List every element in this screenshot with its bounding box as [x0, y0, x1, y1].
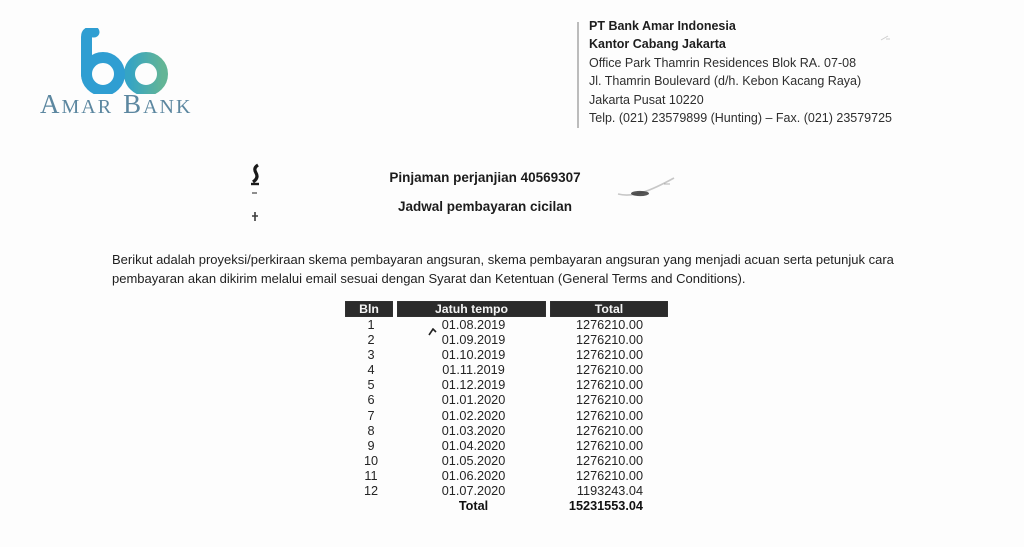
cell-bln: 9	[367, 438, 375, 453]
cell-due-date: 01.10.2019	[441, 348, 506, 363]
table-row	[345, 348, 668, 363]
installment-schedule-table	[345, 301, 668, 514]
header-total: Total	[550, 301, 668, 317]
table-total-row	[345, 499, 668, 514]
cell-total: 1276210.00	[575, 453, 643, 468]
cell-bln: 11	[364, 468, 378, 483]
total-value: 15231553.04	[568, 499, 643, 514]
cell-total: 1276210.00	[575, 318, 643, 332]
cell-total: 1276210.00	[575, 333, 643, 348]
cell-total: 1276210.00	[575, 348, 643, 363]
branch-name: Kantor Cabang Jakarta	[589, 37, 726, 52]
cell-bln: 5	[367, 378, 375, 393]
table-row	[345, 439, 668, 454]
cell-total: 1276210.00	[575, 408, 643, 423]
cell-due-date: 01.09.2019	[441, 333, 506, 348]
cell-due-date: 01.03.2020	[441, 423, 506, 438]
intro-line-2: pembayaran akan dikirim melalui email sesuai dengan Syarat dan Ketentuan (General Terms and Conditions).	[112, 270, 746, 286]
table-row	[345, 378, 668, 393]
cell-due-date: 01.06.2020	[441, 468, 506, 483]
cell-due-date: 01.11.2019	[442, 363, 505, 378]
table-row	[345, 393, 668, 408]
table-row	[345, 454, 668, 469]
wordmark-initial: B	[123, 89, 144, 119]
cell-total: 1276210.00	[575, 393, 643, 408]
cell-total: 1276210.00	[575, 378, 643, 393]
cell-due-date: 01.05.2020	[441, 453, 506, 468]
caret-scan-artifact	[428, 328, 438, 336]
cell-total: 1276210.00	[575, 438, 643, 453]
table-row	[345, 363, 668, 378]
header-jatuh-tempo: Jatuh tempo	[397, 301, 546, 317]
letterhead-divider	[577, 22, 579, 128]
cell-due-date: 01.04.2020	[441, 438, 506, 453]
cell-bln: 1	[367, 318, 375, 332]
table-row	[345, 469, 668, 484]
phone-fax-line: Telp. (021) 23579899 (Hunting) – Fax. (021) 23579725	[589, 111, 892, 126]
header-bln: Bln	[345, 301, 393, 317]
bo-infinity-icon	[70, 28, 174, 94]
schedule-title: Jadwal pembayaran cicilan	[397, 199, 573, 214]
cell-total: 1276210.00	[575, 363, 643, 378]
table-header-row	[345, 301, 668, 317]
cell-due-date: 01.07.2020	[441, 484, 506, 499]
table-row	[345, 333, 668, 348]
cell-bln: 7	[367, 408, 375, 423]
cell-due-date: 01.01.2020	[441, 393, 506, 408]
address-line: Office Park Thamrin Residences Blok RA. 07-08	[589, 55, 857, 70]
cell-bln: 10	[363, 453, 379, 468]
cell-bln: 3	[367, 348, 375, 363]
company-name: PT Bank Amar Indonesia	[589, 19, 736, 33]
cell-due-date: 01.08.2019	[441, 318, 506, 332]
cell-bln: 4	[367, 363, 375, 378]
letterhead-address	[589, 17, 949, 127]
address-line: Jakarta Pusat 10220	[589, 92, 704, 107]
loan-agreement-title: Pinjaman perjanjian 40569307	[389, 170, 581, 185]
cell-bln: 2	[367, 333, 375, 348]
table-row	[345, 318, 668, 333]
cell-total: 1193243.04	[576, 484, 643, 499]
table-row	[345, 409, 668, 424]
cell-bln: 12	[363, 484, 379, 499]
cell-bln: 6	[367, 393, 375, 408]
table-row	[345, 484, 668, 499]
total-label: Total	[458, 499, 489, 514]
wordmark-initial: A	[40, 89, 62, 119]
cell-total: 1276210.00	[575, 423, 643, 438]
intro-paragraph	[112, 251, 922, 288]
amar-bank-wordmark: AMAR BANK	[40, 89, 193, 119]
cell-due-date: 01.12.2019	[441, 378, 506, 393]
scan-speck-artifact	[880, 34, 892, 42]
intro-line-1: Berikut adalah proyeksi/perkiraan skema pembayaran angsuran, skema pembayaran angsuran yang menjadi acuan serta petunjuk cara	[112, 252, 894, 267]
address-line: Jl. Thamrin Boulevard (d/h. Kebon Kacang Raya)	[589, 74, 862, 89]
cell-total: 1276210.00	[575, 468, 643, 483]
cell-bln: 8	[367, 423, 375, 438]
table-body	[345, 318, 668, 514]
table-row	[345, 424, 668, 439]
cell-due-date: 01.02.2020	[441, 408, 506, 423]
